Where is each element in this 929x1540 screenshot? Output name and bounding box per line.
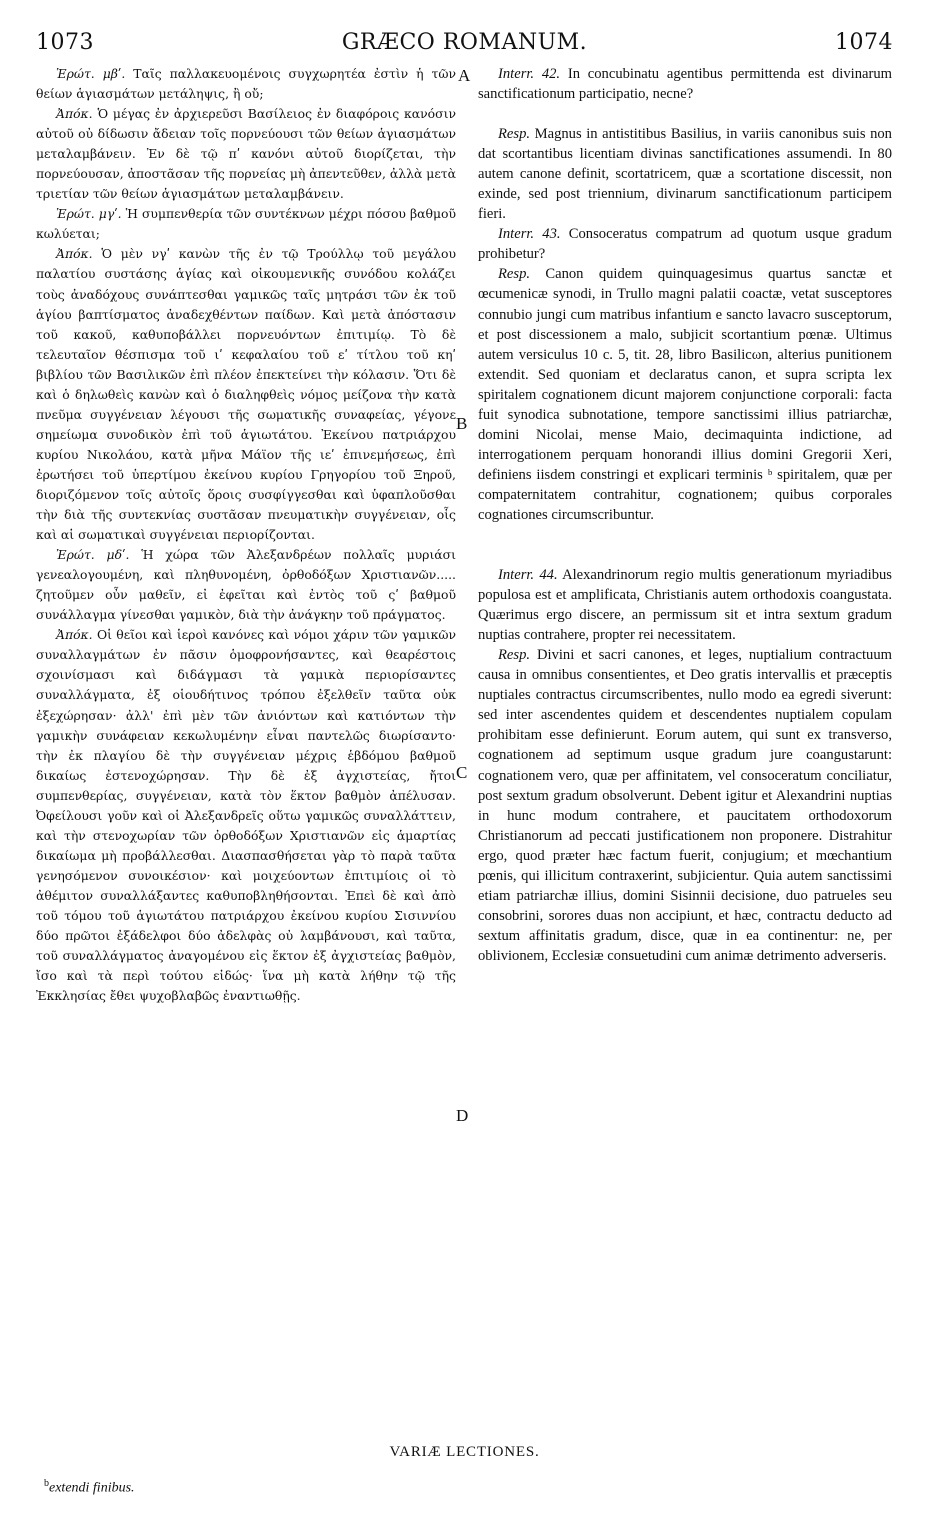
page-header: [36, 30, 893, 60]
greek-question-42: [36, 64, 456, 104]
running-title: GRÆCO ROMANUM.: [341, 30, 588, 55]
footnote: [44, 1478, 135, 1497]
latin-answer-42: [478, 124, 892, 224]
greek-answer-text: Ὁ μὲν νγʹ κανὼν τῆς ἐν τῷ Τρούλλῳ τοῦ μεγάλου παλατίου συστάσης ἁγίας καὶ οἰκουμενικῆς συνόδου κολάζει τοὺς ἀναδόχους συνάπτεσθαι γαμικῶς ταῖς μητράσι τῶν ἐκ τοῦ ἁγίου βαπτίσματος ἀναδεχθέντων παίδων. Καὶ μετὰ ἀπόστασιν τοῦ κακοῦ, καθυποβάλλει πορνευόντων ἐπιτιμίῳ. Τὸ δὲ τελευταῖον θέσπισμα τοῦ ιʹ κεφαλαίου τοῦ εʹ τίτλου τοῦ κηʹ βιβλίου τῶν Βασιλικῶν ἐπὶ πλέον ἐπεκτείνει τὴν κόλασιν. Ὅτι δὲ καὶ ὁ δηλωθεὶς κανὼν καὶ ὁ διαληφθεὶς νόμος μείζονα τὴν κατὰ πνεῦμα συγγένειαν λέγουσι τῆς σωματικῆς συναφείας, γέγονε σημείωμα συνοδικὸν ἐπὶ τοῦ ἁγιωτάτου. Ἐκείνου πατριάρχου κυρίου Νικολάου, κατὰ μῆνα Μάϊον τῆς ιεʹ ἐπινεμήσεως, ἐπὶ ἐρωτήσει τοῦ ὑπερτίμου ἐκείνου κυρίου Γρηγορίου τοῦ Ξηροῦ, διοριζόμενον τοῖς αὐτοῖς ὅροις συσφίγγεσθαι καὶ ὑφαπλοῦσθαι τὴν διὰ τῆς συντεκνίας συστᾶσαν πνευματικὴν συγγένειαν, οἷς καὶ αἱ σωματικαὶ συγγένειαι περιορίζονται.: [36, 246, 456, 543]
footnote-mark: b: [44, 1478, 49, 1489]
page-number-left: 1073: [36, 30, 94, 55]
latin-question-text: Alexandrinorum regio multis generationum myriadibus populosa est et amplificata, Christianis autem orthodoxis coangustata. Quærimus ergo discere, an permissum sit et intra sextum gradum nuptias contrahere, propter rei necessitatem.: [478, 567, 892, 644]
greek-question-43: [36, 204, 456, 244]
latin-question-43: [478, 224, 892, 264]
greek-answer-44: [36, 625, 456, 1006]
latin-question-42: [478, 64, 892, 104]
latin-question-44: [478, 565, 892, 645]
latin-answer-label: Resp.: [498, 126, 531, 143]
page-number-right: 1074: [835, 30, 893, 55]
latin-answer-text: Magnus in antistitibus Basilius, in variis canonibus suis non dat scortantibus licentiam divinas sanctificationes assumendi. In 80 autem canone definit, scortatricem, quæ a scortatione discessit, non exinde, sed post triennium, divinarum sanctificationum participem fieri.: [478, 126, 892, 223]
greek-answer-text: Ὁ μέγας ἐν ἀρχιερεῦσι Βασίλειος ἐν διαφόροις κανόσιν αὐτοῦ οὐ δίδωσιν ἄδειαν τοῖς πορνεύουσι τῶν θείων ἁγιασμάτων μεταλαμβάνειν. Ἐν δὲ τῷ πʹ κανόνι αὐτοῦ διορίζεται, τὴν πορνεύουσαν, ἀποστᾶσαν τῆς πορνείας μὴ ἀπεντεῦθεν, ἀλλὰ μετὰ τριετίαν τῶν θείων ἁγιασμάτων μεταλαμβάνειν.: [36, 106, 456, 202]
variae-lectiones-heading: VARIÆ LECTIONES.: [389, 1444, 540, 1460]
margin-marker-b: B: [456, 414, 468, 433]
greek-answer-label: Ἀπόκ.: [56, 106, 93, 122]
latin-answer-label: Resp.: [498, 647, 531, 664]
greek-question-text: Ἡ συμπενθερία τῶν συντέκνων μέχρι πόσου βαθμοῦ κωλύεται;: [36, 206, 456, 242]
latin-question-label: Interr. 44.: [498, 567, 558, 584]
greek-question-label: Ἐρώτ. μδʹ.: [56, 547, 130, 563]
margin-marker-d: D: [456, 1106, 469, 1125]
latin-column: [478, 64, 892, 966]
latin-answer-text: Divini et sacri canones, et leges, nuptialium contractuum causa in omnibus consentientes, et Deo gratis intervallis et præceptis nuptiales contractus circumscribentes, nullo modo ea egredi siverunt: sed inter ascendentes quidem et descendentes nuptialem copulam prohibitam esse definierunt. Eorum autem, qui sunt ex transverso, cognationem ad septimum usque gradum jure coangustarunt: cognationem vero, quæ per affinitatem, vel consoceratum conciliatur, post sextum gradum obsolverunt. Debent igitur et Alexandrini nuptias in hunc modum contrahere, et paucitatem orthodoxorum Christianorum ad peccati justificationem non proponere. Distrahitur ergo, quod præter hæc factum fuerit, conjugium; et mœchantium pœnis, qui illicitum contraxerint, subjicientur. Quia autem sanctissimi etiam patriarchæ illius, domini Sisinnii decisione, duo patrueles seu consobrini, sorores duas non accipiunt, et hæc, contractu deducto ad sextum affinitatis gradum, disce, quæ in ea continentur: ne, per oblivionem, Ecclesiæ consuetudini cum animæ detrimento adverseris.: [478, 647, 892, 964]
greek-question-text: Ταῖς παλλακευομένοις συγχωρητέα ἐστὶν ἡ τῶν θείων ἁγιασμάτων μετάληψις, ἢ οὔ;: [36, 66, 456, 102]
latin-question-text: In concubinatu agentibus permittenda est divinarum sanctificationum participatio, necne?: [478, 66, 892, 103]
latin-answer-text: Canon quidem quinquagesimus quartus sanctæ et œcumenicæ synodi, in Trullo magni palatii coactæ, vetat susceptores connubio jungi cum matribus infantium e sancto lavacro susceptorum, et post discessionem a malo, subjicit scortantium pœnæ. Ultimus autem versiculus 10 c. 5, tit. 28, libro Basilicωn, alterius punitionem extendit. Sed quoniam et declaratus canon, et supra scripta lex spiritalem cognationem dicunt majorem conjunctione corporali: facta fuit synodica subnotatione, tempore sanctissimi illius patriarchæ, domini Nicolai, mense Maio, decimaquinta indictione, ad interrogationem perquam honorandi illius domini Gregorii Xeri, definiens iisdem constringi et explicari terminis ᵇ spiritalem, quæ per compaternitatem contrahitur, cognationem; quibus corporales cognationes circumscribuntur.: [478, 266, 892, 523]
latin-answer-44: [478, 645, 892, 966]
latin-question-text: Consoceratus compatrum ad quotum usque gradum prohibetur?: [478, 226, 892, 263]
greek-column: [36, 64, 456, 1006]
margin-marker-a: A: [458, 66, 471, 85]
latin-answer-label: Resp.: [498, 266, 531, 283]
greek-question-label: Ἐρώτ. μγʹ.: [56, 206, 122, 222]
latin-question-label: Interr. 42.: [498, 66, 561, 82]
footnote-text: extendi finibus.: [49, 1480, 135, 1496]
greek-answer-label: Ἀπόκ.: [56, 246, 93, 262]
greek-answer-43: [36, 244, 456, 545]
greek-question-text: Ἡ χώρα τῶν Ἀλεξανδρέων πολλαῖς μυριάσι γενεαλογουμένη, καὶ πληθυνομένη, ὀρθοδόξων Χριστιανῶν..... ζητοῦμεν οὖν μαθεῖν, εἰ ἐφεῖται καὶ ἐντὸς τοῦ ςʹ βαθμοῦ συνάλλαγμα γίνεσθαι γαμικὸν, διὰ τὴν ἀνάγκην τοῦ πράγματος.: [36, 547, 456, 623]
greek-question-44: [36, 545, 456, 625]
margin-marker-c: C: [456, 763, 468, 782]
latin-question-label: Interr. 43.: [498, 226, 561, 243]
greek-answer-42: [36, 104, 456, 204]
latin-answer-43: [478, 264, 892, 525]
greek-answer-text: Οἱ θεῖοι καὶ ἱεροὶ κανόνες καὶ νόμοι χάριν τῶν γαμικῶν συναλλαγμάτων ἐν πᾶσιν ὁμοφρονήσαντες, καὶ θεαρέστοις σχοινίσμασι καὶ διδάγμασι τὰ γαμικὰ περιορίσαντες συναλλάγματα, ἐξ οἱουδήτινος τρόπου ἐξελθεῖν ταῦτα οὐκ ἐξεχώρησαν· ἀλλ' ἐπὶ μὲν τῶν ἀνιόντων καὶ κατιόντων τὴν γαμικὴν συνάφειαν κεκωλυμένην εἶναι παντελῶς διωρίσαντο· τὴν ἐκ πλαγίου δὲ τὴν συγγένειαν μέχρις ἑβδόμου βαθμοῦ δικαίως ἐστενοχώρησαν. Τὴν δὲ ἐξ ἀγχιστείας, ἤτοι συμπενθερίας, συγγένειαν, κατὰ τὸν ἕκτον βαθμὸν ἀπέλυσαν. Ὀφείλουσι γοῦν καὶ οἱ Ἀλεξανδρεῖς οὕτω γαμικῶς συναλλάττειν, καὶ τὴν στενοχωρίαν τῶν ὀρθοδόξων Χριστιανῶν εἰς ἁμαρτίας δικαίωμα μὴ προβάλλεσθαι. Διασπασθήσεται γὰρ τὸ παρὰ ταῦτα γενησόμενον συνοικέσιον· καὶ μοιχεύοντων ἐπιτιμίοις οἱ τὸ ἀθέμιτον συναλλάξαντες καθυποβληθήσονται. Ἐπεὶ δὲ καὶ ἀπὸ τοῦ τόμου τοῦ ἁγιωτάτου πατριάρχου ἐκείνου κυρίου Σισιννίου δύο πρῶτοι ἐξάδελφοι δύο ἀδελφὰς οὐ λαμβάνουσι, καὶ ταῦτα, τοῦ συναλλάγματος ἀναγομένου εἰς ἕκτον ἐξ ἀγχιστείας βαθμὸν, ἴσο καὶ τὰ περὶ τούτου εἰδώς· ἵνα μὴ κατὰ λήθην τῷ τῆς Ἐκκλησίας ἔθει ψυχοβλαβῶς ἐναντιωθῇς.: [36, 627, 456, 1004]
greek-answer-label: Ἀπόκ.: [56, 627, 93, 643]
greek-question-label: Ἐρώτ. μβʹ.: [56, 66, 126, 81]
